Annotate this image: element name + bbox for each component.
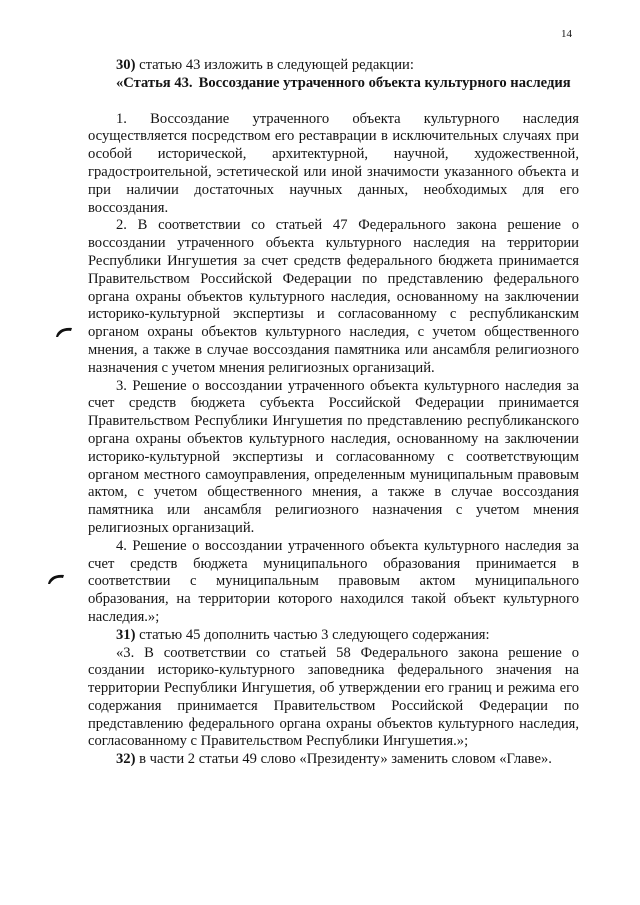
item-text: статью 43 изложить в следующей редакции: [135,57,414,73]
article-heading [88,75,579,93]
item-number: 31) [116,626,136,643]
article-title: Воссоздание утраченного объекта культурного наследия [198,74,571,91]
quoted-part-3: «3. В соответствии со статьей 58 Федерального закона решение о создании историко-культурного заповедника федерального значения на территории Республики Ингушетия, об утверждении его границ и режима его содержания принимается Правительством Российской Федерации по представлению федерального органа охраны объектов культурного наследия, согласованному с Правительством Республики Ингушетия.»; [88,644,579,750]
margin-mark-icon [55,326,73,338]
document-body [88,57,579,769]
article-paragraph: 1. Воссоздание утраченного объекта культурного наследия осуществляется посредством его реставрации в исключительных случаях при особой исторической, архитектурной, научной, художественной, градостроительной, эстетической или иной значимости указанного объекта и при наличии достаточных научных данных, необходимых для его воссоздания. [88,110,579,216]
item-number: 32) [116,751,136,768]
article-paragraph: 2. В соответствии со статьей 47 Федерального закона решение о воссоздании утраченного объекта культурного наследия на территории Республики Ингушетия за счет средств федерального бюджета принимается Правительством Российской Федерации по представлению федерального органа охраны объектов культурного наследия, основанному на заключении историко-культурной экспертизы и согласованному с республиканским органом охраны объектов культурного наследия, с учетом общественного мнения, а также в случае воссоздания памятника или ансамбля религиозного назначения с учетом мнения религиозных организаций. [88,217,579,376]
item-text: статью 45 дополнить частью 3 следующего содержания: [135,626,490,643]
article-paragraph: 3. Решение о воссоздании утраченного объекта культурного наследия за счет средств бюджета субъекта Российской Федерации принимается Правительством Республики Ингушетия по представлению республиканского органа охраны объектов культурного наследия, основанному на заключении историко-культурной экспертизы и согласованному с соответствующим органом местного самоуправления, определенным муниципальным правовым актом, с учетом общественного мнения, а также в случае воссоздания памятника или ансамбля религиозного назначения с учетом мнения религиозных организаций. [88,377,579,536]
amendment-item-32 [88,751,579,769]
item-number: 30) [116,57,136,73]
article-paragraph: 4. Решение о воссоздании утраченного объекта культурного наследия за счет средств бюджета муниципального образования принимается в соответствии с муниципальным правовым актом муниципального образования, на территории которого находился такой объект культурного наследия.»; [88,537,579,625]
amendment-item-30 [88,57,579,75]
page-number: 14 [561,28,572,40]
margin-mark-icon [47,573,65,585]
article-label: «Статья 43. [116,74,193,91]
item-text: в части 2 статьи 49 слово «Президенту» заменить словом «Главе». [135,751,552,768]
amendment-item-31 [88,627,579,645]
